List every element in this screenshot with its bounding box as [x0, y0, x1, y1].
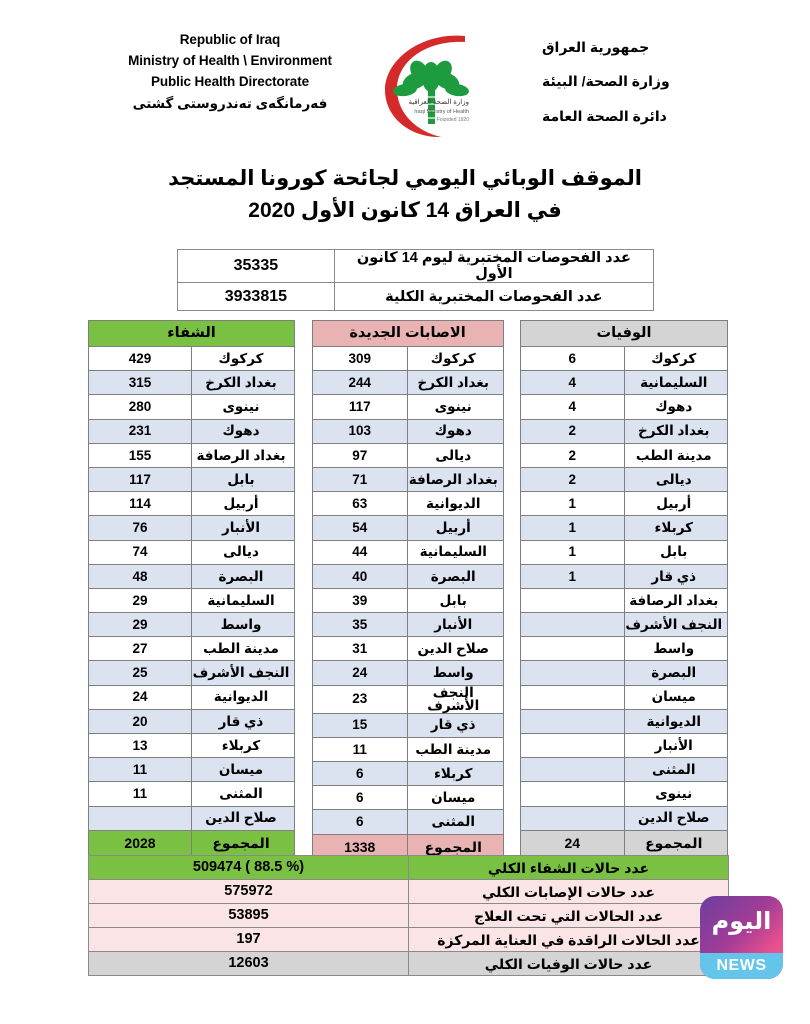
table-row: [89, 685, 295, 709]
recoveries-table: [88, 320, 295, 856]
recoveries-province-value: 114: [89, 492, 192, 516]
deaths-province-value: [521, 806, 625, 830]
recoveries-province-name: صلاح الدين: [192, 806, 295, 830]
new-cases-province-name: السليمانية: [408, 540, 504, 564]
table-row: [312, 661, 503, 685]
recoveries-province-name: النجف الأشرف: [192, 661, 295, 685]
recoveries-province-value: 13: [89, 734, 192, 758]
lab-tests-daily-value: 35335: [178, 250, 335, 283]
table-row: [521, 516, 728, 540]
new-cases-province-value: 244: [312, 371, 408, 395]
recoveries-province-value: 29: [89, 613, 192, 637]
table-row: [312, 588, 503, 612]
new-cases-thead: [312, 321, 503, 347]
recoveries-province-value: 155: [89, 443, 192, 467]
table-row: [89, 928, 729, 952]
deaths-tfoot: [521, 830, 728, 855]
table-row: [521, 709, 728, 733]
summary-value: 509474 ( 88.5 %): [89, 856, 409, 880]
deaths-body: [521, 347, 728, 831]
news-watermark-logo: [700, 896, 783, 979]
table-row: [89, 952, 729, 976]
table-row: [521, 347, 728, 371]
new-cases-province-name: ديالى: [408, 443, 504, 467]
page-title-line-1: الموقف الوبائي اليومي لجائحة كورونا المستجد: [168, 167, 642, 190]
table-row: [521, 467, 728, 491]
deaths-table: [520, 320, 728, 856]
province-tables-group: [88, 320, 728, 855]
deaths-province-value: [521, 782, 625, 806]
lab-tests-body: [178, 250, 654, 311]
header-english-line-3: Public Health Directorate: [150, 73, 310, 89]
recoveries-province-value: 11: [89, 782, 192, 806]
deaths-province-value: 1: [521, 516, 625, 540]
table-row: [89, 540, 295, 564]
recoveries-province-value: 29: [89, 588, 192, 612]
deaths-province-value: 6: [521, 347, 625, 371]
deaths-province-name: ميسان: [624, 685, 728, 709]
deaths-province-name: واسط: [624, 637, 728, 661]
deaths-province-value: 4: [521, 371, 625, 395]
table-row: [521, 758, 728, 782]
table-row: [89, 467, 295, 491]
deaths-province-name: مدينة الطب: [624, 443, 728, 467]
recoveries-province-name: كركوك: [192, 347, 295, 371]
logo-caption-english: Iraqi Ministry of Health: [413, 109, 469, 115]
recoveries-province-value: 117: [89, 467, 192, 491]
table-row: [89, 880, 729, 904]
table-row: [89, 492, 295, 516]
new-cases-province-name: نينوى: [408, 395, 504, 419]
table-row: [521, 685, 728, 709]
new-cases-province-value: 103: [312, 419, 408, 443]
deaths-total-row: [521, 830, 728, 855]
logo-caption-arabic: وزارة الصحة العراقية: [407, 99, 469, 106]
lab-tests-total-value: 3933815: [178, 283, 335, 311]
new-cases-province-name: مدينة الطب: [408, 737, 504, 761]
recoveries-province-name: واسط: [192, 613, 295, 637]
new-cases-province-name: المثنى: [408, 810, 504, 834]
page-title: [0, 163, 810, 227]
lab-tests-total-label: عدد الفحوصات المختبرية الكلية: [334, 283, 653, 311]
table-row: [521, 588, 728, 612]
ministry-of-health-logo: [369, 28, 534, 146]
deaths-province-value: 2: [521, 467, 625, 491]
new-cases-province-value: 23: [312, 685, 408, 713]
deaths-thead: [521, 321, 728, 347]
deaths-province-name: صلاح الدين: [624, 806, 728, 830]
table-header-row: [312, 321, 503, 347]
recoveries-province-name: السليمانية: [192, 588, 295, 612]
table-row: [521, 661, 728, 685]
new-cases-province-name: صلاح الدين: [408, 637, 504, 661]
recoveries-province-value: 25: [89, 661, 192, 685]
recoveries-province-value: 429: [89, 347, 192, 371]
header-english-line-2: Ministry of Health \ Environment: [128, 52, 332, 68]
deaths-province-name: بغداد الرصافة: [624, 588, 728, 612]
new-cases-province-value: 97: [312, 443, 408, 467]
logo-svg: [369, 28, 534, 146]
recoveries-province-name: دهوك: [192, 419, 295, 443]
summary-value: 575972: [89, 880, 409, 904]
new-cases-province-value: 54: [312, 516, 408, 540]
header-english-block: [100, 30, 360, 115]
new-cases-province-name: الأنبار: [408, 613, 504, 637]
table-row: [521, 613, 728, 637]
lab-tests-daily-label: عدد الفحوصات المختبرية ليوم 14 كانون الأول: [334, 250, 653, 283]
table-row: [521, 443, 728, 467]
recoveries-province-name: نينوى: [192, 395, 295, 419]
recoveries-province-value: 20: [89, 709, 192, 733]
new-cases-province-value: 6: [312, 786, 408, 810]
table-row: [89, 661, 295, 685]
recoveries-province-value: 48: [89, 564, 192, 588]
deaths-header: الوفيات: [521, 321, 728, 347]
new-cases-province-name: أربيل: [408, 516, 504, 540]
new-cases-province-value: 71: [312, 467, 408, 491]
new-cases-table: [312, 320, 504, 860]
watermark-news-text: NEWS: [716, 957, 767, 974]
table-row: [89, 734, 295, 758]
deaths-province-name: بابل: [624, 540, 728, 564]
new-cases-province-value: 309: [312, 347, 408, 371]
new-cases-province-value: 15: [312, 713, 408, 737]
deaths-province-value: 1: [521, 492, 625, 516]
recoveries-thead: [89, 321, 295, 347]
table-row: [89, 709, 295, 733]
recoveries-province-value: 280: [89, 395, 192, 419]
table-row: [521, 806, 728, 830]
page-title-line-2: في العراق 14 كانون الأول 2020: [248, 198, 562, 222]
summary-label: عدد الحالات التي تحت العلاج: [409, 904, 729, 928]
recoveries-total-row: [89, 830, 295, 855]
table-row: [89, 904, 729, 928]
deaths-province-value: [521, 734, 625, 758]
recoveries-province-value: [89, 806, 192, 830]
recoveries-province-name: مدينة الطب: [192, 637, 295, 661]
recoveries-tfoot: [89, 830, 295, 855]
table-row: [312, 419, 503, 443]
logo-caption-year: Founded 1920: [436, 117, 469, 123]
new-cases-province-name: واسط: [408, 661, 504, 685]
deaths-province-value: [521, 709, 625, 733]
new-cases-province-value: 117: [312, 395, 408, 419]
deaths-province-name: نينوى: [624, 782, 728, 806]
table-row: [89, 347, 295, 371]
table-row: [312, 443, 503, 467]
new-cases-province-value: 39: [312, 588, 408, 612]
new-cases-total-value: 1338: [312, 834, 408, 859]
recoveries-province-name: بغداد الكرخ: [192, 371, 295, 395]
table-row: [89, 856, 729, 880]
summary-value: 197: [89, 928, 409, 952]
new-cases-province-name: ميسان: [408, 786, 504, 810]
deaths-province-value: [521, 758, 625, 782]
table-row: [312, 786, 503, 810]
table-row: [89, 516, 295, 540]
deaths-province-value: 2: [521, 443, 625, 467]
deaths-province-value: 4: [521, 395, 625, 419]
recoveries-province-value: 27: [89, 637, 192, 661]
document-header: [0, 30, 810, 160]
summary-label: عدد حالات الوفيات الكلي: [409, 952, 729, 976]
table-row: [312, 564, 503, 588]
new-cases-province-value: 44: [312, 540, 408, 564]
deaths-province-name: الديوانية: [624, 709, 728, 733]
recoveries-province-value: 24: [89, 685, 192, 709]
header-english-line-1: Republic of Iraq: [179, 32, 281, 47]
recoveries-province-name: كربلاء: [192, 734, 295, 758]
recoveries-province-name: الديوانية: [192, 685, 295, 709]
table-row: [312, 737, 503, 761]
table-row: [89, 395, 295, 419]
table-row: [521, 371, 728, 395]
table-row: [521, 637, 728, 661]
table-row: [312, 492, 503, 516]
table-row: [312, 371, 503, 395]
table-row: [312, 395, 503, 419]
deaths-province-name: كركوك: [624, 347, 728, 371]
header-arabic-block: [542, 30, 742, 133]
new-cases-province-value: 40: [312, 564, 408, 588]
table-header-row: [89, 321, 295, 347]
deaths-province-name: النجف الأشرف: [624, 613, 728, 637]
new-cases-province-value: 11: [312, 737, 408, 761]
deaths-province-value: 2: [521, 419, 625, 443]
table-row: [89, 758, 295, 782]
deaths-province-name: كربلاء: [624, 516, 728, 540]
header-arabic-line-1: جمهورية العراق: [542, 39, 650, 55]
summary-label: عدد الحالات الراقدة في العناية المركزة: [409, 928, 729, 952]
new-cases-province-value: 6: [312, 810, 408, 834]
table-row: [312, 467, 503, 491]
table-row: [521, 419, 728, 443]
deaths-province-value: [521, 637, 625, 661]
table-row: [521, 492, 728, 516]
summary-label: عدد حالات الشفاء الكلي: [409, 856, 729, 880]
recoveries-province-value: 315: [89, 371, 192, 395]
recoveries-body: [89, 347, 295, 831]
new-cases-province-value: 35: [312, 613, 408, 637]
lab-tests-table: [177, 249, 654, 311]
recoveries-province-name: ذي قار: [192, 709, 295, 733]
deaths-province-name: أربيل: [624, 492, 728, 516]
deaths-total-value: 24: [521, 830, 625, 855]
new-cases-province-value: 63: [312, 492, 408, 516]
deaths-province-value: 1: [521, 540, 625, 564]
table-row: [312, 347, 503, 371]
table-row: [312, 540, 503, 564]
deaths-province-name: دهوك: [624, 395, 728, 419]
table-row: [89, 637, 295, 661]
deaths-province-value: [521, 613, 625, 637]
deaths-province-name: بغداد الكرخ: [624, 419, 728, 443]
table-row: [89, 371, 295, 395]
new-cases-province-name: بابل: [408, 588, 504, 612]
table-row: [521, 564, 728, 588]
deaths-province-value: [521, 588, 625, 612]
recoveries-total-label: المجموع: [192, 830, 295, 855]
table-row: [89, 806, 295, 830]
new-cases-province-value: 31: [312, 637, 408, 661]
new-cases-total-label: المجموع: [408, 834, 504, 859]
deaths-province-name: السليمانية: [624, 371, 728, 395]
new-cases-body: [312, 347, 503, 835]
header-kurdish-line: فه‌رمانگه‌ی ته‌ندروستی گشتی: [132, 95, 328, 111]
deaths-province-value: [521, 661, 625, 685]
recoveries-header: الشفاء: [89, 321, 295, 347]
new-cases-province-name: ذي قار: [408, 713, 504, 737]
header-arabic-line-2: وزارة الصحة/ البيئة: [542, 73, 670, 90]
deaths-province-name: ديالى: [624, 467, 728, 491]
deaths-province-name: ذي قار: [624, 564, 728, 588]
table-row: [521, 782, 728, 806]
recoveries-province-name: البصرة: [192, 564, 295, 588]
recoveries-province-name: ميسان: [192, 758, 295, 782]
table-row: [521, 540, 728, 564]
new-cases-province-name: دهوك: [408, 419, 504, 443]
header-arabic-line-3: دائرة الصحة العامة: [542, 107, 667, 124]
recoveries-total-value: 2028: [89, 830, 192, 855]
recoveries-province-value: 76: [89, 516, 192, 540]
new-cases-province-name: الديوانية: [408, 492, 504, 516]
watermark-news-bar: [700, 953, 783, 979]
table-row: [178, 283, 654, 311]
deaths-total-label: المجموع: [624, 830, 728, 855]
table-row: [312, 810, 503, 834]
deaths-province-value: [521, 685, 625, 709]
table-header-row: [521, 321, 728, 347]
deaths-province-value: 1: [521, 564, 625, 588]
table-row: [89, 419, 295, 443]
summary-value: 53895: [89, 904, 409, 928]
table-row: [312, 637, 503, 661]
table-row: [89, 782, 295, 806]
table-row: [89, 588, 295, 612]
table-row: [312, 613, 503, 637]
new-cases-province-name: كربلاء: [408, 762, 504, 786]
new-cases-province-name: بغداد الكرخ: [408, 371, 504, 395]
summary-table: [88, 855, 729, 976]
table-row: [89, 443, 295, 467]
table-row: [312, 762, 503, 786]
table-row: [89, 564, 295, 588]
deaths-province-name: الأنبار: [624, 734, 728, 758]
summary-value: 12603: [89, 952, 409, 976]
recoveries-province-value: 11: [89, 758, 192, 782]
summary-body: [89, 856, 729, 976]
recoveries-province-name: بابل: [192, 467, 295, 491]
summary-label: عدد حالات الإصابات الكلي: [409, 880, 729, 904]
recoveries-province-value: 74: [89, 540, 192, 564]
new-cases-header: الاصابات الجديدة: [312, 321, 503, 347]
new-cases-province-value: 24: [312, 661, 408, 685]
recoveries-province-name: أربيل: [192, 492, 295, 516]
table-row: [521, 734, 728, 758]
recoveries-province-name: المثنى: [192, 782, 295, 806]
watermark-arabic-text: الیوم: [711, 908, 772, 935]
deaths-province-name: المثنى: [624, 758, 728, 782]
table-row: [312, 713, 503, 737]
new-cases-province-name: النجف الأشرف: [408, 685, 504, 713]
recoveries-province-value: 231: [89, 419, 192, 443]
recoveries-province-name: ديالى: [192, 540, 295, 564]
table-row: [312, 516, 503, 540]
deaths-province-name: البصرة: [624, 661, 728, 685]
table-row: [312, 685, 503, 713]
table-row: [89, 613, 295, 637]
new-cases-province-name: كركوك: [408, 347, 504, 371]
recoveries-province-name: بغداد الرصافة: [192, 443, 295, 467]
new-cases-province-value: 6: [312, 762, 408, 786]
new-cases-province-name: البصرة: [408, 564, 504, 588]
recoveries-province-name: الأنبار: [192, 516, 295, 540]
new-cases-province-name: بغداد الرصافة: [408, 467, 504, 491]
table-row: [178, 250, 654, 283]
table-row: [521, 395, 728, 419]
